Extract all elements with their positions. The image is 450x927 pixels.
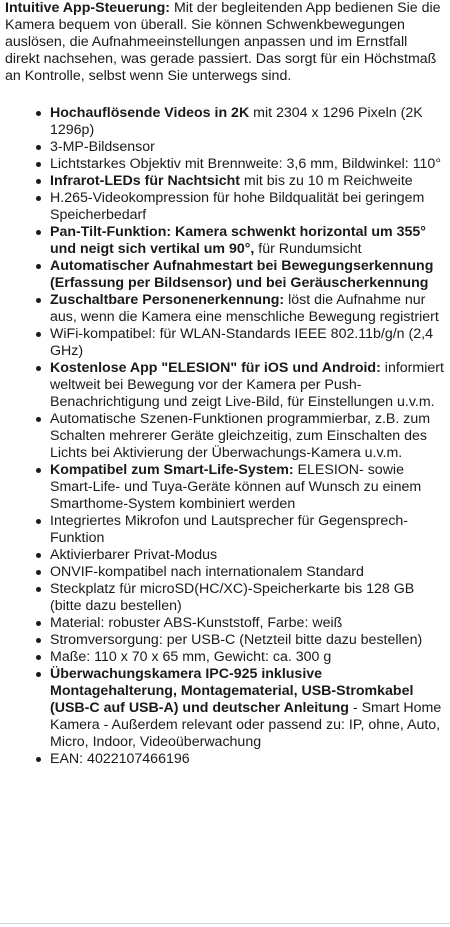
feature-item: ONVIF-kompatibel nach internationalem Standard — [50, 564, 445, 581]
feature-item: Maße: 110 x 70 x 65 mm, Gewicht: ca. 300 g — [50, 649, 445, 666]
feature-item: Zuschaltbare Personenerkennung: löst die Aufnahme nur aus, wenn die Kamera eine menschliche Bewegung registriert — [50, 292, 445, 326]
intro-text: Mit der begleitenden App bedienen Sie die Kamera bequem von überall. Sie können Schwenkbewegungen auslösen, die Aufnahmeeinstellungen anpassen und im Ernstfall direkt nachsehen, was gerade passiert. Das sorgt für ein Höchstmaß an Kontrolle, selbst wenn Sie unterwegs sind. — [5, 0, 441, 84]
feature-item: 3-MP-Bildsensor — [50, 139, 445, 156]
feature-item: Steckplatz für microSD(HC/XC)-Speicherkarte bis 128 GB (bitte dazu bestellen) — [50, 581, 445, 615]
feature-item: Aktivierbarer Privat-Modus — [50, 547, 445, 564]
feature-item: Hochauflösende Videos in 2K mit 2304 x 1296 Pixeln (2K 1296p) — [50, 105, 445, 139]
divider — [0, 923, 450, 924]
feature-item: Lichtstarkes Objektiv mit Brennweite: 3,6 mm, Bildwinkel: 110° — [50, 156, 445, 173]
feature-item: WiFi-kompatibel: für WLAN-Standards IEEE 802.11b/g/n (2,4 GHz) — [50, 326, 445, 360]
feature-item: Automatische Szenen-Funktionen programmierbar, z.B. zum Schalten mehrerer Geräte gleichzeitig, zum Einschalten des Lichts bei Aktivierung der Überwachungs-Kamera u.v.m. — [50, 411, 445, 462]
feature-item: Überwachungskamera IPC-925 inklusive Montagehalterung, Montagematerial, USB-Stromkabel (USB-C auf USB-A) und deutscher Anleitung - Smart Home Kamera - Außerdem relevant oder passend zu: IP, ohne, Auto, Micro, Indoor, Videoüberwachung — [50, 666, 445, 751]
feature-item: Kompatibel zum Smart-Life-System: ELESION- sowie Smart-Life- und Tuya-Geräte können auf Wunsch zu einem Smarthome-System kombiniert werden — [50, 462, 445, 513]
feature-list — [5, 105, 445, 768]
feature-item: EAN: 4022107466196 — [50, 751, 445, 768]
feature-item: H.265-Videokompression für hohe Bildqualität bei geringem Speicherbedarf — [50, 190, 445, 224]
feature-item: Automatischer Aufnahmestart bei Bewegungserkennung (Erfassung per Bildsensor) und bei Geräuscherkennung — [50, 258, 445, 292]
feature-item: Integriertes Mikrofon und Lautsprecher für Gegensprech-Funktion — [50, 513, 445, 547]
feature-item: Infrarot-LEDs für Nachtsicht mit bis zu 10 m Reichweite — [50, 173, 445, 190]
feature-item: Kostenlose App "ELESION" für iOS und Android: informiert weltweit bei Bewegung vor der Kamera per Push-Benachrichtigung und zeigt Live-Bild, für Einstellungen u.v.m. — [50, 360, 444, 410]
feature-item: Material: robuster ABS-Kunststoff, Farbe: weiß — [50, 615, 445, 632]
intro-heading: Intuitive App-Steuerung: — [5, 0, 170, 16]
product-description — [5, 0, 445, 768]
intro-paragraph — [5, 0, 445, 85]
feature-item: Stromversorgung: per USB-C (Netzteil bitte dazu bestellen) — [50, 632, 445, 649]
feature-item: Pan-Tilt-Funktion: Kamera schwenkt horizontal um 355° und neigt sich vertikal um 90°, für Rundumsicht — [50, 224, 445, 258]
